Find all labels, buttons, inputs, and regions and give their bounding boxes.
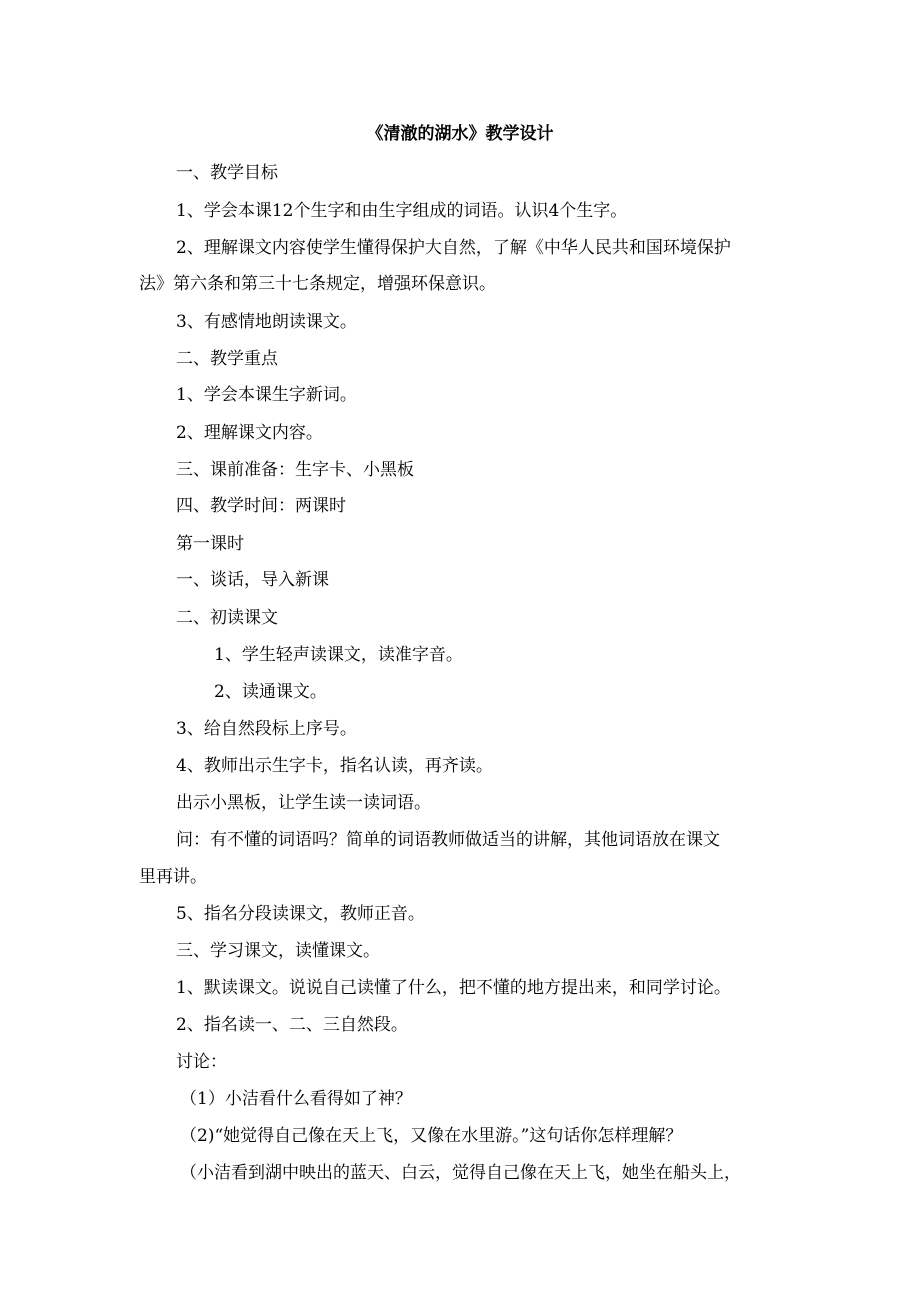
text-line: 4、教师出示生字卡，指名认读，再齐读。	[176, 756, 493, 776]
section-heading: 二、教学重点	[176, 349, 278, 369]
section-heading: 四、教学时间：两课时	[176, 496, 346, 516]
text-line: 5、指名分段读课文，教师正音。	[176, 904, 425, 924]
text-line: 2、指名读一、二、三自然段。	[176, 1015, 408, 1035]
section-heading: 三、学习课文，读懂课文。	[176, 941, 380, 961]
text-line: （2)“她觉得自己像在天上飞，又像在水里游。”这句话你怎样理解？	[180, 1126, 683, 1146]
text-line: 2、理解课文内容使学生懂得保护大自然，了解《中华人民共和国环境保护	[176, 238, 731, 258]
text-line: 2、理解课文内容。	[176, 423, 323, 443]
text-line: 2、读通课文。	[214, 682, 327, 702]
text-line: 出示小黑板，让学生读一读词语。	[176, 793, 431, 813]
text-line: （小洁看到湖中映出的蓝天、白云，觉得自己像在天上飞，她坐在船头上，	[180, 1163, 741, 1183]
text-line: 法》第六条和第三十七条规定，增强环保意识。	[139, 274, 496, 294]
section-heading: 二、初读课文	[176, 608, 278, 628]
text-line: 问：有不懂的词语吗？简单的词语教师做适当的讲解，其他词语放在课文	[176, 830, 720, 850]
text-line: 1、学会本课12个生字和由生字组成的词语。认识4个生字。	[176, 201, 628, 221]
text-line: 3、给自然段标上序号。	[176, 719, 357, 739]
text-line: （1）小洁看什么看得如了神？	[180, 1089, 412, 1109]
document-title: 《清澈的湖水》教学设计	[366, 124, 554, 144]
lesson-heading: 第一课时	[176, 534, 244, 554]
text-line: 讨论：	[176, 1052, 227, 1072]
section-heading: 三、课前准备：生字卡、小黑板	[176, 460, 414, 480]
text-line: 里再讲。	[139, 867, 207, 887]
text-line: 一、教学目标	[176, 163, 278, 183]
text-line: 1、学生轻声读课文，读准字音。	[214, 645, 463, 665]
text-line: 1、学会本课生字新词。	[176, 385, 357, 405]
text-line: 1、默读课文。说说自己读懂了什么，把不懂的地方提出来，和同学讨论。	[176, 978, 731, 998]
section-heading: 一、谈话，导入新课	[176, 570, 329, 590]
text-line: 3、有感情地朗读课文。	[176, 312, 357, 332]
